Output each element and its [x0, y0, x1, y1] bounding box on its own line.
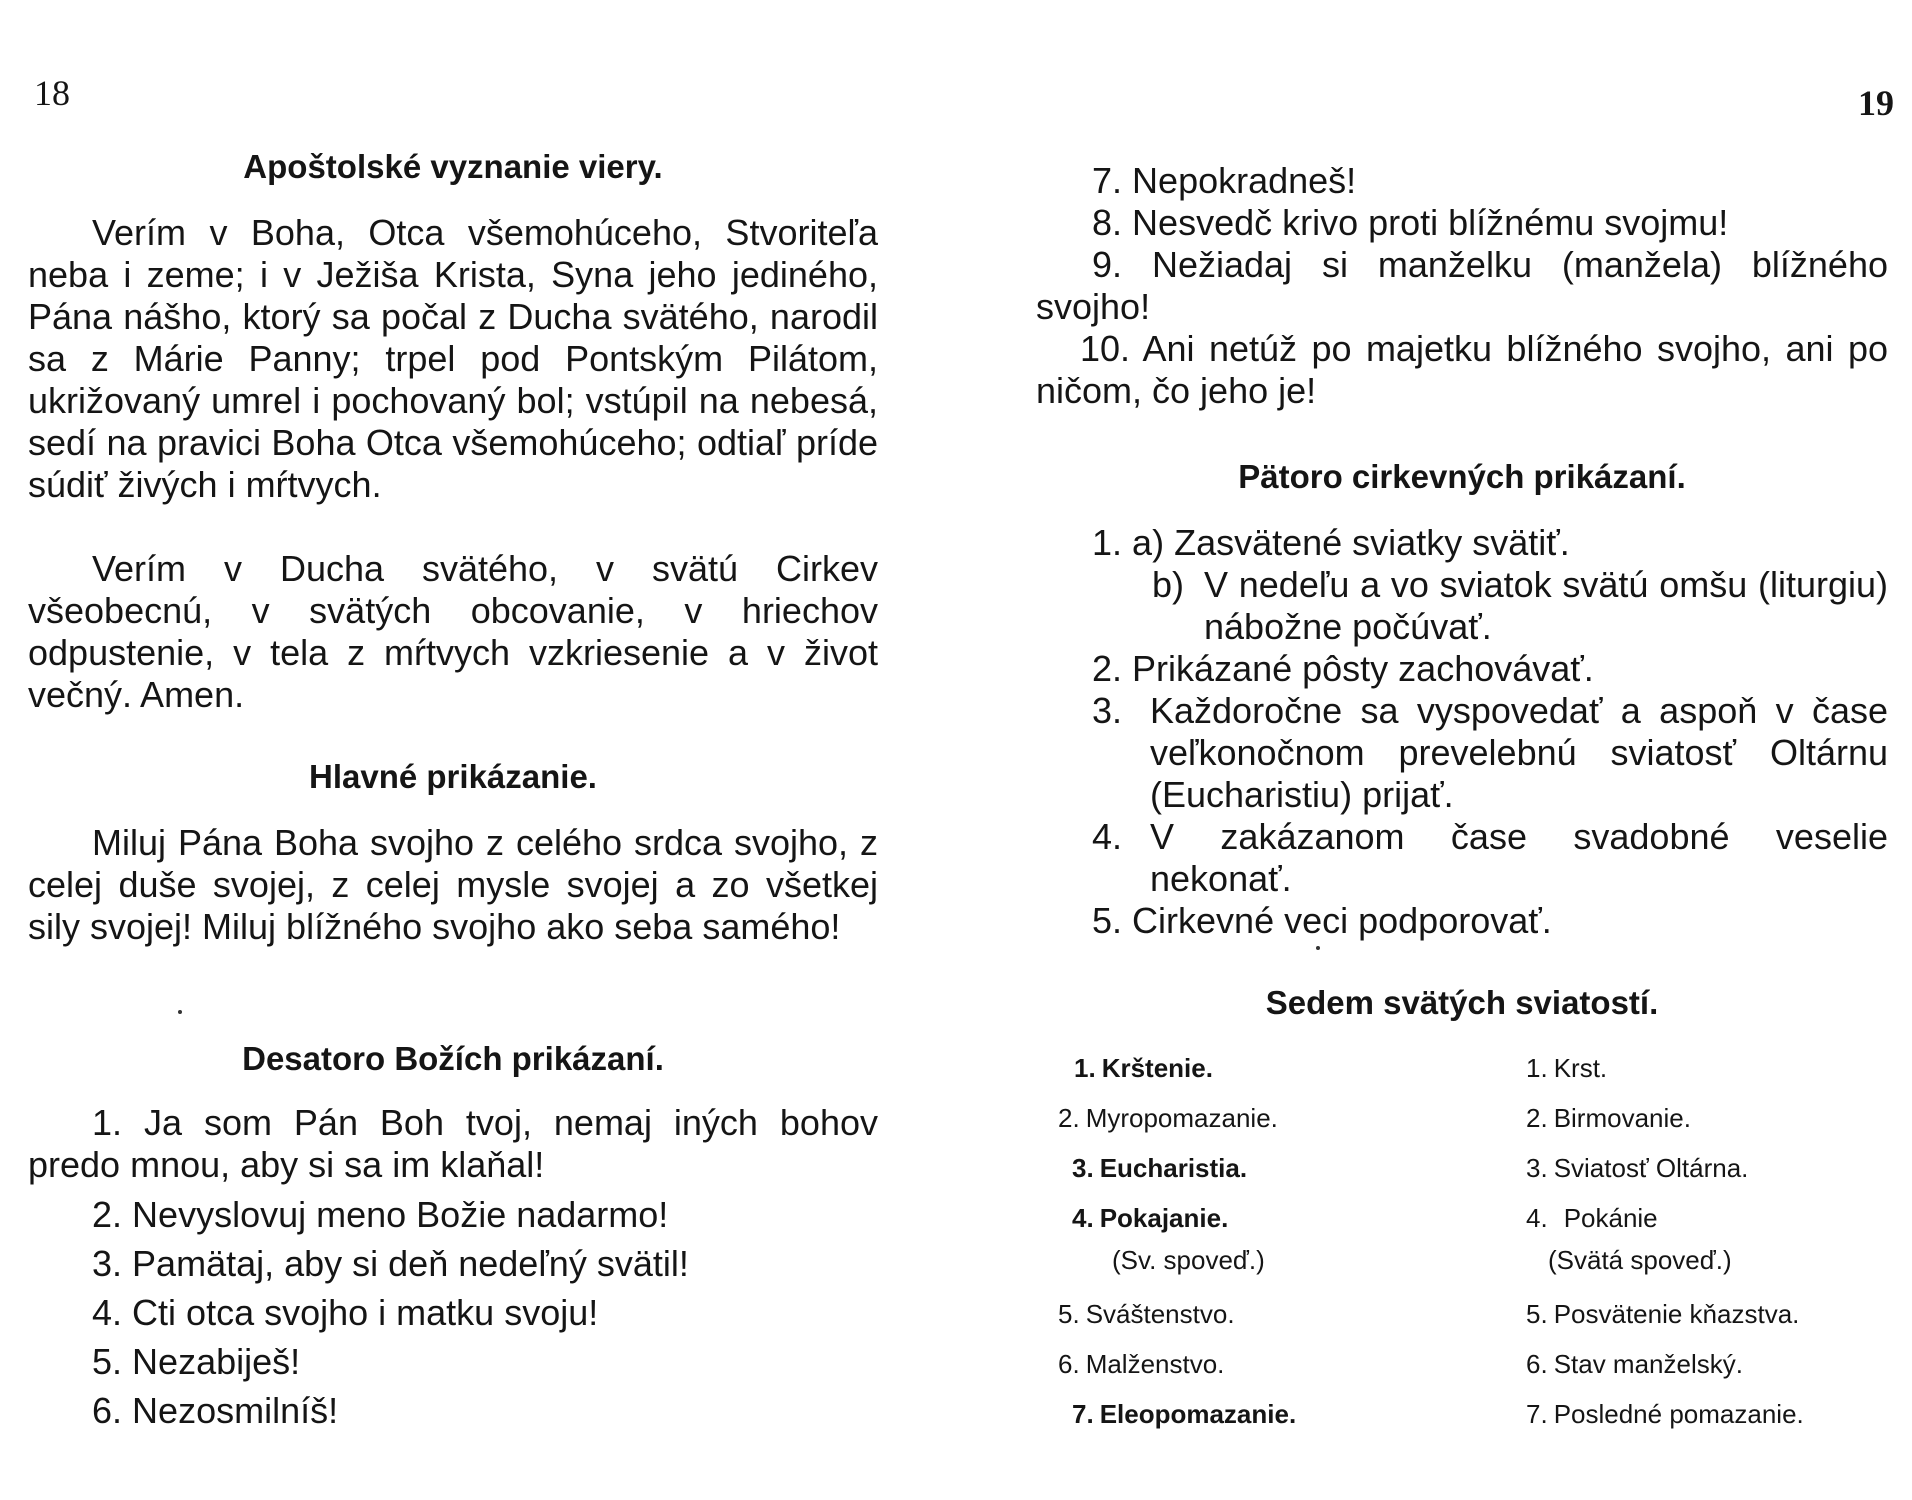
sacrament-left-2 [1058, 1102, 1278, 1134]
commandment-number: 5. [92, 1341, 123, 1382]
sacrament-left-4-note: (Sv. spoveď.) [1112, 1245, 1265, 1275]
commandment-10 [1036, 328, 1888, 412]
sacrament-number: 3. [1526, 1153, 1548, 1183]
ten-commandments-title: Desatoro Božích prikázaní. [242, 1040, 664, 1077]
commandment-text: Ani netúž po majetku blížného svojho, ani po ničom, čo jeho je! [1036, 328, 1888, 411]
sacrament-number: 6. [1526, 1349, 1548, 1379]
church-commandment-1b [1152, 564, 1184, 606]
commandment-5 [92, 1341, 300, 1383]
left-page [0, 0, 900, 1500]
sacrament-number: 2. [1058, 1103, 1080, 1133]
sacrament-number: 5. [1526, 1299, 1548, 1329]
sacrament-left-6 [1058, 1348, 1224, 1380]
church-commandment-4-number: 4. [1092, 816, 1123, 857]
sacrament-number: 1. [1074, 1053, 1096, 1083]
sacrament-number: 5. [1058, 1299, 1080, 1329]
church-commandment-4-text: V zakázanom čase svadobné veselie nekonať. [1150, 816, 1888, 899]
sacrament-number: 1. [1526, 1053, 1548, 1083]
sacrament-name: Posvätenie kňazstva. [1553, 1299, 1800, 1329]
commandment-text: Prikázané pôsty zachovávať. [1132, 648, 1594, 689]
sacrament-name: Pokajanie. [1099, 1203, 1229, 1233]
church-commandment-2 [1092, 648, 1594, 690]
creed-paragraph-2: Verím v Ducha svätého, v svätú Cirkev všeobecnú, v svätých obcovanie, v hriechov odpustenie, v tela z mŕtvych vzkriesenie a v život večný. Amen. [28, 548, 878, 715]
sacrament-name: Sviatosť Oltárna. [1553, 1153, 1749, 1183]
sacrament-name: Sváštenstvo. [1085, 1299, 1235, 1329]
commandment-text: Ja som Pán Boh tvoj, nemaj iných bohov predo mnou, aby si sa im klaňal! [28, 1102, 878, 1185]
commandment-3 [92, 1243, 689, 1285]
commandment-number: 8. [1092, 202, 1123, 243]
commandment-text: Cti otca svojho i matku svoju! [132, 1292, 599, 1333]
commandment-1 [28, 1102, 878, 1186]
commandment-8 [1092, 202, 1728, 244]
sacrament-name: Myropomazanie. [1085, 1103, 1278, 1133]
sacrament-left-3 [1072, 1152, 1247, 1184]
commandment-text: Nesvedč krivo proti blížnému svojmu! [1132, 202, 1729, 243]
church-commandment-5 [1092, 900, 1552, 942]
commandment-number: 1. [1092, 522, 1123, 563]
sacrament-right-3 [1526, 1152, 1748, 1184]
sacrament-name: Birmovanie. [1553, 1103, 1691, 1133]
commandment-text: Nevyslovuj meno Božie nadarmo! [132, 1194, 669, 1235]
sacrament-right-1 [1526, 1052, 1607, 1084]
commandment-9 [1036, 244, 1888, 328]
commandment-text: Nezosmilníš! [132, 1390, 339, 1431]
sacrament-number: 7. [1072, 1399, 1094, 1429]
sacrament-name: Krštenie. [1101, 1053, 1213, 1083]
main-commandment-text: Miluj Pána Boha svojho z celého srdca svojho, z celej duše svojej, z celej mysle svojej a zo všetkej sily svojej! Miluj blížného svojho ako seba samého! [28, 822, 878, 947]
sacrament-number: 6. [1058, 1349, 1080, 1379]
commandment-number: 4. [92, 1292, 123, 1333]
church-commandments-title: Pätoro cirkevných prikázaní. [1238, 458, 1686, 495]
sacrament-name: Malženstvo. [1085, 1349, 1225, 1379]
page-number: 18 [34, 73, 70, 113]
sacrament-name: Stav manželský. [1553, 1349, 1743, 1379]
sub-letter: a) [1132, 522, 1165, 563]
commandment-text: Nežiadaj si manželku (manžela) blížného svojho! [1036, 244, 1888, 327]
commandment-number: 10. [1080, 328, 1131, 369]
sacrament-left-4 [1072, 1202, 1228, 1234]
sacrament-number: 4. [1072, 1203, 1094, 1233]
creed-title: Apoštolské vyznanie viery. [243, 148, 663, 185]
commandment-text: Zasvätené sviatky svätiť. [1174, 522, 1570, 563]
church-commandment-3-number: 3. [1092, 690, 1123, 731]
sacrament-number: 3. [1072, 1153, 1094, 1183]
sacrament-right-2 [1526, 1102, 1691, 1134]
sacrament-right-6 [1526, 1348, 1743, 1380]
church-commandment-1b-text: V nedeľu a vo sviatok svätú omšu (liturgiu) nábožne počúvať. [1204, 564, 1888, 647]
main-commandment-title: Hlavné prikázanie. [309, 758, 597, 795]
sacrament-name: Eleopomazanie. [1099, 1399, 1297, 1429]
sacrament-left-1 [1074, 1052, 1213, 1084]
commandment-text: Cirkevné veci podporovať. [1132, 900, 1552, 941]
sacrament-left-7 [1072, 1398, 1296, 1430]
commandment-4 [92, 1292, 598, 1334]
commandment-number: 1. [92, 1102, 123, 1143]
commandment-2 [92, 1194, 668, 1236]
church-commandment-1a [1092, 522, 1570, 564]
sacrament-right-4-note: (Svätá spoveď.) [1548, 1245, 1732, 1275]
sub-letter: b) [1152, 564, 1185, 605]
page-number: 19 [1858, 83, 1894, 123]
commandment-text: Nezabiješ! [132, 1341, 301, 1382]
commandment-number: 2. [92, 1194, 123, 1235]
commandment-number: 7. [1092, 160, 1123, 201]
sacraments-title: Sedem svätých sviatostí. [1265, 984, 1659, 1021]
sacrament-name: Eucharistia. [1099, 1153, 1248, 1183]
sacrament-number: 2. [1526, 1103, 1548, 1133]
sacrament-name: Krst. [1553, 1053, 1608, 1083]
church-commandment-3-text: Každoročne sa vyspovedať a aspoň v čase veľkonočnom prevelebnú sviatosť Oltárnu (Eucharistiu) prijať. [1150, 690, 1888, 815]
right-page [1000, 0, 1912, 1500]
commandment-number: 3. [92, 1243, 123, 1284]
commandment-number: 6. [92, 1390, 123, 1431]
commandment-6 [92, 1390, 338, 1432]
sacrament-right-4 [1526, 1202, 1658, 1234]
commandment-number: 2. [1092, 648, 1123, 689]
commandment-text: Pamätaj, aby si deň nedeľný svätil! [132, 1243, 689, 1284]
creed-paragraph-1: Verím v Boha, Otca všemohúceho, Stvoriteľa neba i zeme; i v Ježiša Krista, Syna jeho jediného, Pána nášho, ktorý sa počal z Ducha svätého, narodil sa z Márie Panny; trpel pod Pontským Pilátom, ukrižovaný umrel i pochovaný bol; vstúpil na nebesá, sedí na pravici Boha Otca všemohúceho; odtiaľ príde súdiť živých i mŕtvych. [28, 212, 878, 505]
commandment-text: Nepokradneš! [1132, 160, 1357, 201]
sacrament-name: Posledné pomazanie. [1553, 1399, 1804, 1429]
stray-mark [1316, 946, 1320, 950]
commandment-number: 9. [1092, 244, 1123, 285]
sacrament-number: 7. [1526, 1399, 1548, 1429]
commandment-7 [1092, 160, 1356, 202]
stray-mark [178, 1010, 182, 1014]
sacrament-right-5 [1526, 1298, 1799, 1330]
sacrament-name: Pokánie [1563, 1203, 1658, 1233]
commandment-number: 5. [1092, 900, 1123, 941]
sacrament-left-5 [1058, 1298, 1235, 1330]
sacrament-number: 4. [1526, 1203, 1548, 1233]
sacrament-right-7 [1526, 1398, 1804, 1430]
